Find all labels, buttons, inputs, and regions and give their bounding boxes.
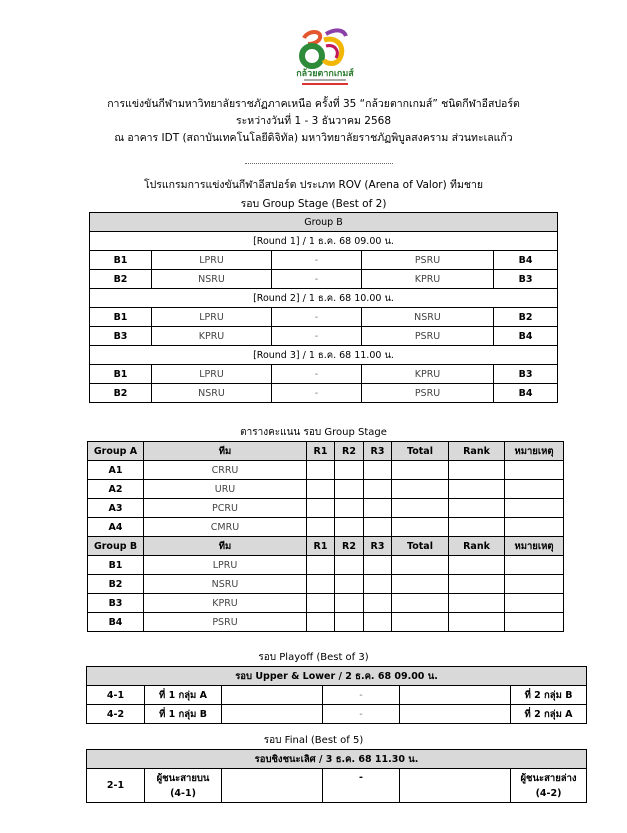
column-header: R3	[364, 537, 392, 556]
games-35-logo	[296, 26, 354, 88]
right-seed: B4	[494, 251, 558, 270]
vs-separator: -	[272, 251, 362, 270]
left-slot-line1: ผู้ชนะสายบน	[156, 772, 210, 784]
standings-header-row	[88, 537, 564, 556]
seed: B3	[88, 594, 144, 613]
right-seed: B3	[494, 365, 558, 384]
column-header: ทีม	[144, 537, 307, 556]
left-team: NSRU	[152, 384, 272, 403]
left-seed: B1	[90, 365, 152, 384]
match-row	[87, 686, 587, 705]
team-name: URU	[144, 480, 307, 499]
svg-text:กล้วยตากเกมส์: กล้วยตากเกมส์	[296, 69, 354, 79]
column-header: R2	[335, 537, 364, 556]
standings-table	[87, 441, 564, 632]
left-slot: ที่ 1 กลุ่ม B	[145, 705, 222, 724]
match-row	[87, 705, 587, 724]
left-slot	[145, 769, 222, 803]
match-row	[90, 384, 558, 403]
final-round-header: รอบชิงชนะเลิศ / 3 ธ.ค. 68 11.30 น.	[87, 750, 587, 769]
column-header: Group B	[88, 537, 144, 556]
seed: A4	[88, 518, 144, 537]
right-slot: ที่ 2 กลุ่ม A	[511, 705, 587, 724]
right-seed: B3	[494, 270, 558, 289]
left-seed: B1	[90, 308, 152, 327]
playoff-title: รอบ Playoff (Best of 3)	[258, 652, 369, 663]
vs-separator: -	[272, 308, 362, 327]
vs-separator: -	[272, 384, 362, 403]
round-header: [Round 1] / 1 ธ.ค. 68 09.00 น.	[90, 232, 558, 251]
vs-separator: -	[323, 705, 400, 724]
match-row	[90, 308, 558, 327]
document-header	[0, 96, 627, 147]
team-name: NSRU	[144, 575, 307, 594]
event-title: การแข่งขันกีฬามหาวิทยาลัยราชภัฏภาคเหนือ ครั้งที่ 35 “กล้วยตากเกมส์” ชนิดกีฬาอีสปอร์ต	[107, 98, 520, 110]
column-header: ทีม	[144, 442, 307, 461]
final-table	[86, 749, 587, 803]
table-row	[88, 594, 564, 613]
seed: A2	[88, 480, 144, 499]
right-slot-line2: (4-2)	[535, 787, 562, 799]
column-header: R2	[335, 442, 364, 461]
right-slot: ที่ 2 กลุ่ม B	[511, 686, 587, 705]
match-row	[90, 365, 558, 384]
group-label: Group B	[90, 213, 558, 232]
standings-header-row	[88, 442, 564, 461]
table-row	[88, 461, 564, 480]
playoff-table	[86, 666, 587, 724]
team-name: CMRU	[144, 518, 307, 537]
team-name: PCRU	[144, 499, 307, 518]
playoff-round-header: รอบ Upper & Lower / 2 ธ.ค. 68 09.00 น.	[87, 667, 587, 686]
vs-separator: -	[272, 270, 362, 289]
left-team: KPRU	[152, 327, 272, 346]
seed: A1	[88, 461, 144, 480]
left-seed: B2	[90, 384, 152, 403]
left-team: LPRU	[152, 251, 272, 270]
left-seed: B1	[90, 251, 152, 270]
seed: B2	[88, 575, 144, 594]
right-slot	[511, 769, 587, 803]
right-team: KPRU	[362, 365, 494, 384]
column-header: R3	[364, 442, 392, 461]
column-header: Total	[392, 537, 449, 556]
match-id: 2-1	[87, 769, 145, 803]
round-header: [Round 3] / 1 ธ.ค. 68 11.00 น.	[90, 346, 558, 365]
final-title: รอบ Final (Best of 5)	[263, 735, 364, 746]
left-team: LPRU	[152, 308, 272, 327]
left-team: NSRU	[152, 270, 272, 289]
team-name: CRRU	[144, 461, 307, 480]
right-team: PSRU	[362, 251, 494, 270]
column-header: Group A	[88, 442, 144, 461]
column-header: หมายเหตุ	[505, 537, 564, 556]
event-dates: ระหว่างวันที่ 1 - 3 ธันวาคม 2568	[236, 115, 391, 127]
right-slot-line1: ผู้ชนะสายล่าง	[520, 772, 577, 784]
vs-separator: -	[272, 327, 362, 346]
column-header: R1	[307, 537, 335, 556]
table-row	[88, 499, 564, 518]
right-seed: B4	[494, 327, 558, 346]
table-row	[88, 613, 564, 632]
match-id: 4-1	[87, 686, 145, 705]
column-header: Rank	[449, 537, 505, 556]
dotted-divider	[245, 163, 393, 164]
right-team: KPRU	[362, 270, 494, 289]
vs-separator: -	[323, 769, 400, 803]
program-title: โปรแกรมการแข่งขันกีฬาอีสปอร์ต ประเภท ROV (Arena of Valor) ทีมชาย	[143, 179, 484, 191]
right-team: PSRU	[362, 384, 494, 403]
right-team: NSRU	[362, 308, 494, 327]
event-venue: ณ อาคาร IDT (สถาบันเทคโนโลยีดิจิทัล) มหาวิทยาลัยราชภัฏพิบูลสงคราม ส่วนทะเลแก้ว	[114, 132, 513, 144]
match-row	[90, 251, 558, 270]
table-row	[88, 518, 564, 537]
right-seed: B4	[494, 384, 558, 403]
column-header: Rank	[449, 442, 505, 461]
seed: B4	[88, 613, 144, 632]
seed: B1	[88, 556, 144, 575]
left-seed: B2	[90, 270, 152, 289]
group-stage-schedule-table	[89, 212, 558, 403]
column-header: R1	[307, 442, 335, 461]
vs-separator: -	[272, 365, 362, 384]
match-row	[90, 270, 558, 289]
round-header: [Round 2] / 1 ธ.ค. 68 10.00 น.	[90, 289, 558, 308]
games-35-logo-icon	[296, 26, 354, 88]
match-row	[90, 327, 558, 346]
match-id: 4-2	[87, 705, 145, 724]
standings-title: ตารางคะแนน รอบ Group Stage	[240, 427, 387, 438]
left-seed: B3	[90, 327, 152, 346]
vs-separator: -	[323, 686, 400, 705]
left-team: LPRU	[152, 365, 272, 384]
left-slot-line2: (4-1)	[170, 787, 196, 799]
team-name: KPRU	[144, 594, 307, 613]
seed: A3	[88, 499, 144, 518]
left-slot: ที่ 1 กลุ่ม A	[145, 686, 222, 705]
column-header: หมายเหตุ	[505, 442, 564, 461]
right-seed: B2	[494, 308, 558, 327]
table-row	[88, 556, 564, 575]
match-row	[87, 769, 587, 803]
table-row	[88, 480, 564, 499]
team-name: PSRU	[144, 613, 307, 632]
table-row	[88, 575, 564, 594]
group-stage-title: รอบ Group Stage (Best of 2)	[240, 198, 387, 210]
column-header: Total	[392, 442, 449, 461]
team-name: LPRU	[144, 556, 307, 575]
right-team: PSRU	[362, 327, 494, 346]
